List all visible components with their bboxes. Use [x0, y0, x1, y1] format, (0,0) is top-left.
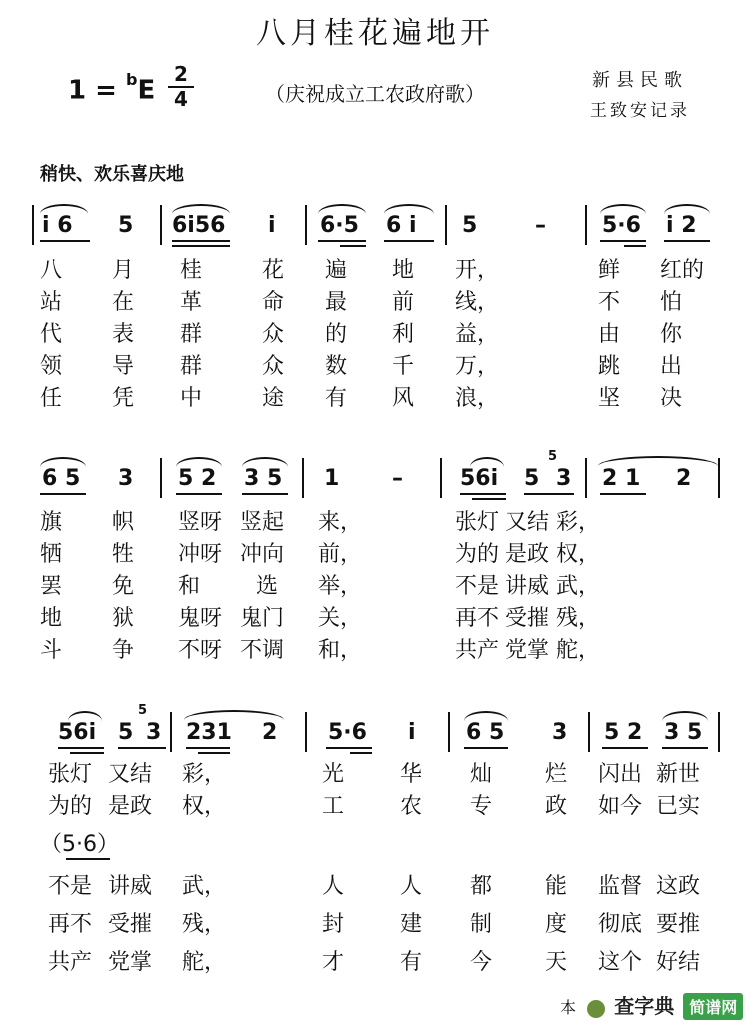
site-watermark[interactable] [560, 990, 743, 1020]
key-prefix: 1 = [68, 75, 126, 106]
flat-sign: b [125, 70, 138, 89]
note-group: 56i [58, 720, 97, 745]
note: 3 [556, 466, 572, 491]
note: 2 [676, 466, 692, 491]
note-group: 56i [460, 466, 499, 491]
note: 3 [552, 720, 568, 745]
note: i [268, 213, 276, 238]
note: i [408, 720, 416, 745]
song-title: 八月桂花遍地开 [256, 16, 494, 51]
note-group: 6 i [386, 213, 417, 238]
note-group: 5·6 [602, 213, 641, 238]
note-group: i 6 [42, 213, 73, 238]
note-group: 3 5 [244, 466, 283, 491]
note-group: 231 [186, 720, 232, 745]
note: 5 [524, 466, 540, 491]
note: 3 [146, 720, 162, 745]
watermark-prefix: 本 [560, 998, 577, 1017]
grace-note: 5 [548, 449, 558, 464]
credit-origin: 新县民歌 [592, 70, 688, 91]
note: – [392, 466, 403, 491]
key-note: E [137, 75, 156, 106]
time-signature [168, 64, 194, 110]
note-group: i 2 [666, 213, 697, 238]
note-group: 5 2 [604, 720, 643, 745]
note-group: 6·5 [320, 213, 359, 238]
alternate-notes: （5·6） [40, 832, 119, 857]
mascot-icon [587, 1000, 605, 1018]
song-subtitle: （庆祝成立工农政府歌） [265, 82, 485, 106]
note: – [535, 213, 546, 238]
tempo-marking: 稍快、欢乐喜庆地 [40, 164, 184, 185]
note-group: 6 5 [42, 466, 81, 491]
note-group: 2 1 [602, 466, 641, 491]
time-top: 2 [174, 62, 188, 86]
watermark-site: 查字典 [614, 994, 675, 1018]
note-group: 6i56 [172, 213, 226, 238]
note-group: 5 2 [178, 466, 217, 491]
note: 1 [324, 466, 340, 491]
grace-note: 5 [138, 703, 148, 718]
watermark-tag: 简谱网 [683, 993, 743, 1020]
note: 5 [118, 213, 134, 238]
note: 2 [262, 720, 278, 745]
note: 5 [462, 213, 478, 238]
key-signature [68, 70, 156, 106]
note: 5 [118, 720, 134, 745]
note-group: 3 5 [664, 720, 703, 745]
note-group: 6 5 [466, 720, 505, 745]
credit-transcriber: 王致安记录 [590, 101, 690, 121]
note-group: 5·6 [328, 720, 367, 745]
note: 3 [118, 466, 134, 491]
time-bottom: 4 [174, 87, 188, 111]
